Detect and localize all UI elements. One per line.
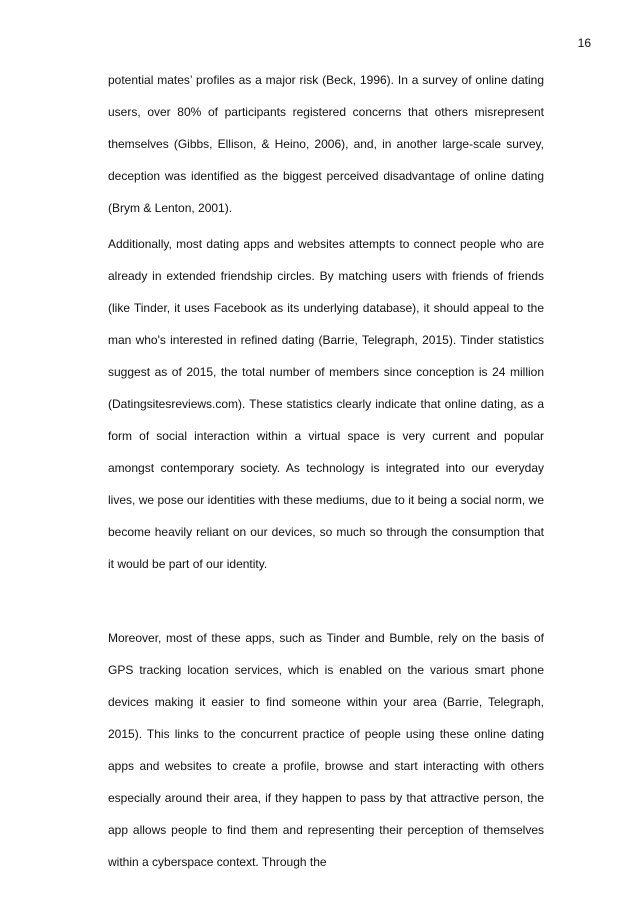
paragraph-friendship-circles: Additionally, most dating apps and websites attempts to connect people who are already in extended friendship circles. By matching users with friends of friends (like Tinder, it uses Facebook as its underlying database), it should appeal to the man who's interested in refined dating (Barrie, Telegraph, 2015). Tinder statistics suggest as of 2015, the total number of members since conception is 24 million (Datingsitesreviews.com). These statistics clearly indicate that online dating, as a form of social interaction within a virtual space is very current and popular amongst contemporary society. As technology is integrated into our everyday lives, we pose our identities with these mediums, due to it being a social norm, we become heavily reliant on our devices, so much so through the consumption that it would be part of our identity. xyxy=(108,237,544,571)
page-number: 16 xyxy=(577,36,591,50)
body-text xyxy=(108,64,544,878)
paragraph-gps-tracking: Moreover, most of these apps, such as Tinder and Bumble, rely on the basis of GPS tracking location services, which is enabled on the various smart phone devices making it easier to find someone within your area (Barrie, Telegraph, 2015). This links to the concurrent practice of people using these online dating apps and websites to create a profile, browse and start interacting with others especially around their area, if they happen to pass by that attractive person, the app allows people to find them and representing their perception of themselves within a cyberspace context. Through the xyxy=(108,631,544,869)
paragraph-online-dating-risks: potential mates’ profiles as a major risk (Beck, 1996). In a survey of online dating users, over 80% of participants registered concerns that others misrepresent themselves (Gibbs, Ellison, & Heino, 2006), and, in another large-scale survey, deception was identified as the biggest perceived disadvantage of online dating (Brym & Lenton, 2001). xyxy=(108,73,544,215)
